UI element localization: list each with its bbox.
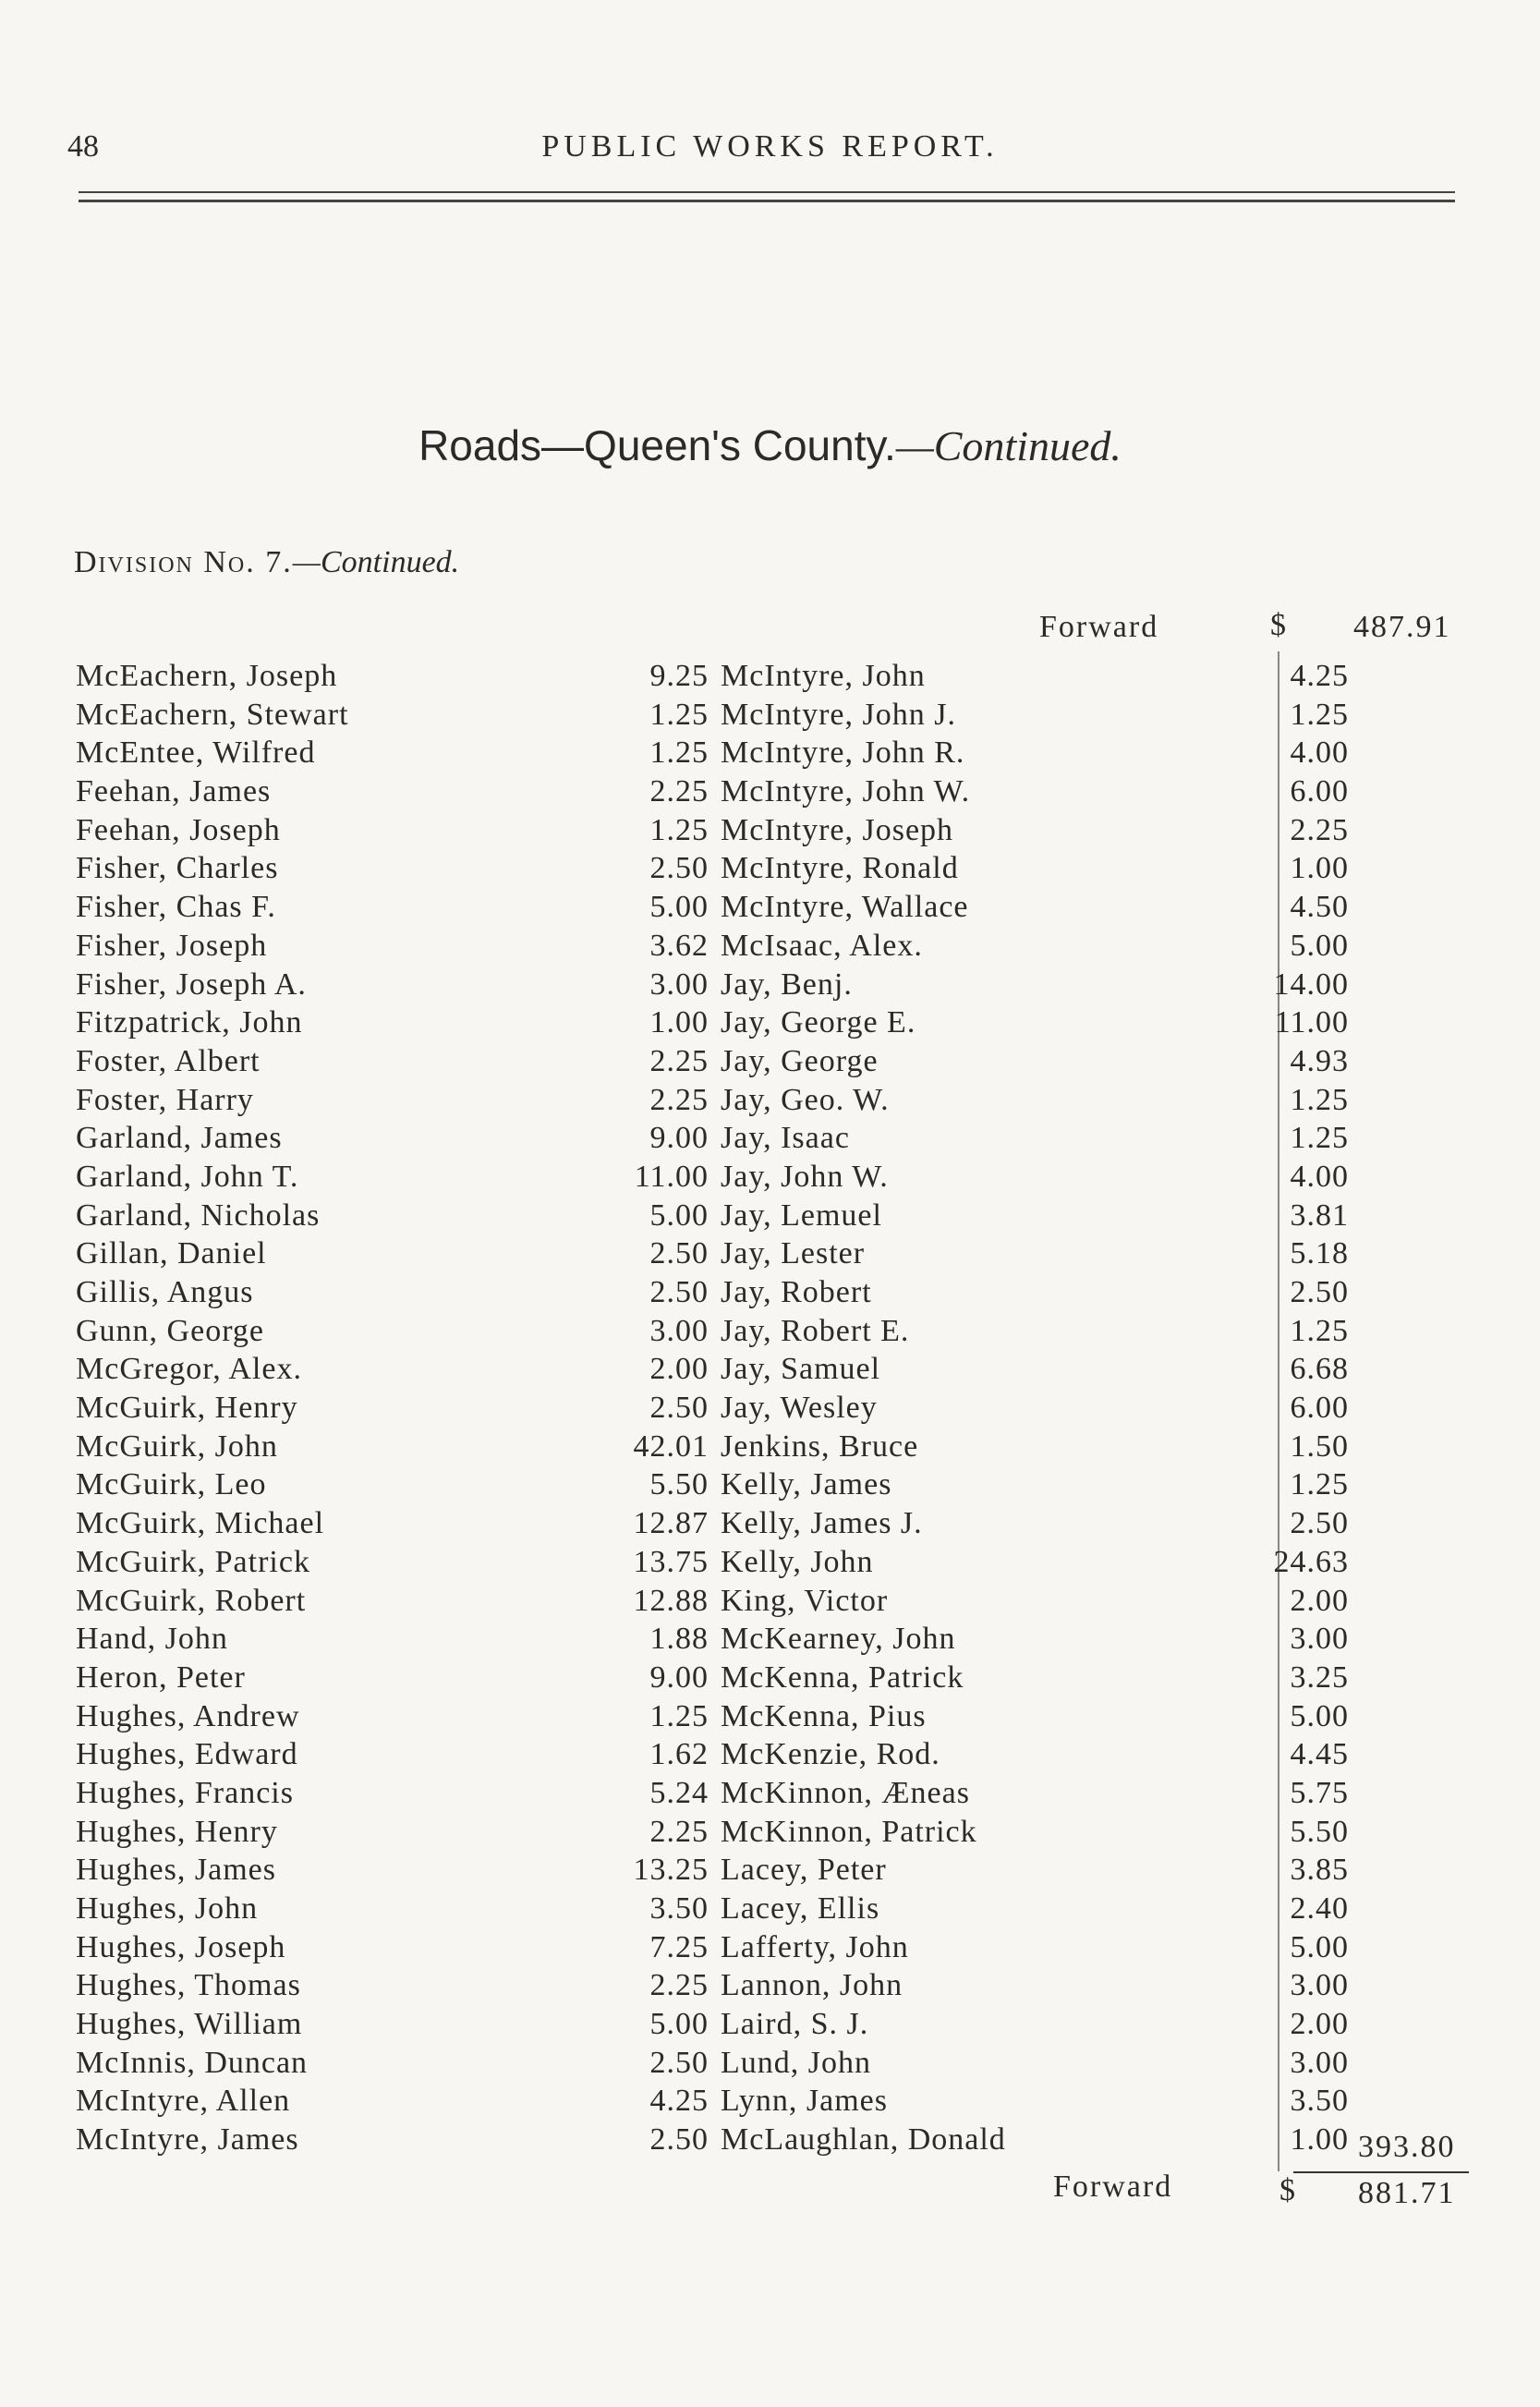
entry-name: McIntyre, John W. xyxy=(721,774,971,809)
entry-amount: 3.85 xyxy=(1290,1853,1349,1888)
list-item xyxy=(76,1775,709,1815)
entry-name: King, Victor xyxy=(721,1583,889,1618)
list-item xyxy=(76,1043,709,1083)
entry-amount: 2.50 xyxy=(649,1391,709,1426)
entry-name: Jay, Isaac xyxy=(721,1121,850,1156)
list-item xyxy=(721,1428,1349,1468)
entry-amount: 9.25 xyxy=(649,659,709,693)
entry-name: Hughes, Francis xyxy=(76,1775,294,1810)
forward-top-dollar: $ xyxy=(1270,608,1286,642)
entry-amount: 2.25 xyxy=(649,774,709,809)
entry-amount: 2.50 xyxy=(649,1275,709,1309)
entry-amount: 1.25 xyxy=(649,735,709,771)
list-item xyxy=(721,735,1349,774)
entry-name: Jenkins, Bruce xyxy=(721,1428,919,1464)
entry-name: McGregor, Alex. xyxy=(76,1352,302,1387)
list-item xyxy=(721,1121,1349,1160)
list-item xyxy=(76,1622,709,1660)
list-item xyxy=(76,1313,709,1353)
entry-amount: 2.50 xyxy=(649,1236,709,1271)
entry-amount: 3.81 xyxy=(1290,1197,1349,1233)
entry-amount: 3.50 xyxy=(649,1891,709,1926)
entry-amount: 1.25 xyxy=(1290,1082,1349,1117)
entry-amount: 4.93 xyxy=(1290,1043,1349,1078)
list-item xyxy=(76,735,709,774)
running-title: PUBLIC WORKS REPORT. xyxy=(541,129,999,164)
list-item xyxy=(721,697,1349,736)
entry-amount: 1.25 xyxy=(649,812,709,847)
list-item xyxy=(76,966,709,1006)
entry-name: McKenna, Patrick xyxy=(721,1659,964,1695)
entry-amount: 1.00 xyxy=(649,1005,709,1040)
entry-amount: 5.50 xyxy=(1290,1814,1349,1849)
entry-amount: 13.25 xyxy=(633,1853,709,1888)
entry-amount: 2.25 xyxy=(649,1082,709,1117)
forward-bottom-amount: 881.71 xyxy=(1358,2176,1456,2210)
entry-amount: 2.25 xyxy=(649,1968,709,2003)
entry-amount: 7.25 xyxy=(649,1929,709,1964)
entry-name: Gunn, George xyxy=(76,1313,264,1348)
entry-amount: 3.00 xyxy=(1290,1968,1349,2003)
entry-amount: 11.00 xyxy=(634,1159,709,1194)
list-item xyxy=(76,1391,709,1429)
entry-name: Fisher, Chas F. xyxy=(76,890,276,925)
section-title-main: Roads—Queen's County. xyxy=(418,421,896,469)
entry-name: Jay, John W. xyxy=(721,1159,889,1194)
header-rule-thin xyxy=(79,191,1455,193)
list-item xyxy=(76,2122,709,2161)
entry-amount: 1.00 xyxy=(1290,2122,1349,2158)
entry-name: Hand, John xyxy=(76,1622,228,1657)
entry-amount: 6.00 xyxy=(1290,774,1349,809)
entry-name: Jay, Samuel xyxy=(721,1352,881,1387)
entry-amount: 1.00 xyxy=(1290,851,1349,886)
list-item xyxy=(721,1814,1349,1854)
list-item xyxy=(76,1814,709,1854)
entry-amount: 2.40 xyxy=(1290,1891,1349,1926)
entry-name: Hughes, Thomas xyxy=(76,1968,301,2003)
list-item xyxy=(76,1082,709,1122)
entry-amount: 2.25 xyxy=(649,1814,709,1849)
entry-amount: 14.00 xyxy=(1273,966,1349,1002)
total-rule xyxy=(1293,2171,1469,2173)
entry-name: Hughes, William xyxy=(76,2007,303,2042)
entry-name: Gillan, Daniel xyxy=(76,1236,267,1271)
entry-amount: 1.25 xyxy=(649,1698,709,1733)
entry-amount: 2.50 xyxy=(649,2122,709,2158)
entry-name: Jay, Robert xyxy=(721,1275,872,1309)
entry-amount: 5.00 xyxy=(649,890,709,925)
entry-name: Hughes, Edward xyxy=(76,1737,298,1772)
entry-name: Kelly, James J. xyxy=(721,1506,923,1541)
list-item xyxy=(76,1275,709,1314)
list-item xyxy=(76,1737,709,1776)
entry-name: Garland, James xyxy=(76,1121,283,1156)
entry-name: Jay, Robert E. xyxy=(721,1313,910,1348)
entry-name: McGuirk, Robert xyxy=(76,1583,307,1618)
entry-amount: 12.88 xyxy=(633,1583,709,1618)
entry-name: McIsaac, Alex. xyxy=(721,928,923,963)
list-item xyxy=(76,2045,709,2085)
entry-name: Hughes, Andrew xyxy=(76,1698,300,1733)
list-item xyxy=(721,2007,1349,2046)
entry-name: McKenzie, Rod. xyxy=(721,1737,940,1772)
list-item xyxy=(721,659,1349,698)
entry-name: McEachern, Joseph xyxy=(76,659,338,693)
list-item xyxy=(76,1121,709,1160)
entry-name: Lafferty, John xyxy=(721,1929,909,1964)
forward-bottom-dollar: $ xyxy=(1279,2173,1295,2207)
entry-amount: 5.18 xyxy=(1290,1236,1349,1271)
list-item xyxy=(76,1005,709,1044)
entry-name: Lannon, John xyxy=(721,1968,903,2003)
list-item xyxy=(721,1698,1349,1738)
list-item xyxy=(76,1352,709,1391)
entry-amount: 4.25 xyxy=(649,2084,709,2119)
list-item xyxy=(76,1506,709,1545)
entry-amount: 3.00 xyxy=(649,966,709,1002)
entry-amount: 2.50 xyxy=(1290,1506,1349,1541)
entry-amount: 6.00 xyxy=(1290,1391,1349,1426)
entry-name: Gillis, Angus xyxy=(76,1275,254,1309)
entry-amount: 2.50 xyxy=(649,851,709,886)
entry-name: Foster, Harry xyxy=(76,1082,254,1117)
entry-amount: 9.00 xyxy=(649,1659,709,1695)
list-item xyxy=(76,1428,709,1468)
division-label: Division No. 7. xyxy=(74,545,293,579)
entry-name: McInnis, Duncan xyxy=(76,2045,309,2080)
entry-amount: 1.25 xyxy=(1290,1313,1349,1348)
entry-name: Lacey, Peter xyxy=(721,1853,887,1888)
entry-amount: 1.62 xyxy=(649,1737,709,1772)
entry-name: McEachern, Stewart xyxy=(76,697,349,732)
list-item xyxy=(76,1197,709,1237)
page-subtotal: 393.80 xyxy=(1358,2130,1456,2164)
entry-amount: 4.50 xyxy=(1290,890,1349,925)
list-item xyxy=(76,890,709,929)
entry-amount: 1.25 xyxy=(1290,1467,1349,1502)
entry-name: Lund, John xyxy=(721,2045,871,2080)
entry-name: McLaughlan, Donald xyxy=(721,2122,1006,2158)
list-item xyxy=(721,1506,1349,1545)
entry-name: McKinnon, Æneas xyxy=(721,1775,970,1810)
list-item xyxy=(76,928,709,967)
list-item xyxy=(721,1622,1349,1660)
entry-name: Heron, Peter xyxy=(76,1659,246,1695)
list-item xyxy=(76,697,709,736)
entry-amount: 6.68 xyxy=(1290,1352,1349,1387)
entry-amount: 5.00 xyxy=(649,1197,709,1233)
forward-top-label: Forward xyxy=(1039,610,1159,644)
entry-amount: 1.25 xyxy=(1290,697,1349,732)
entry-name: Foster, Albert xyxy=(76,1043,261,1078)
entry-amount: 5.24 xyxy=(649,1775,709,1810)
entry-name: McIntyre, Allen xyxy=(76,2084,291,2119)
list-item xyxy=(76,659,709,698)
left-name-list xyxy=(76,659,709,2161)
list-item xyxy=(721,1775,1349,1815)
entry-amount: 3.00 xyxy=(1290,2045,1349,2080)
entry-amount: 24.63 xyxy=(1273,1544,1349,1579)
entry-amount: 2.25 xyxy=(1290,812,1349,847)
list-item xyxy=(721,1275,1349,1314)
list-item xyxy=(721,966,1349,1006)
list-item xyxy=(721,890,1349,929)
list-item xyxy=(76,1544,709,1584)
entry-name: Kelly, John xyxy=(721,1544,874,1579)
entry-amount: 4.00 xyxy=(1290,735,1349,771)
list-item xyxy=(721,1583,1349,1623)
header-rule-thick xyxy=(79,200,1455,202)
entry-name: McKearney, John xyxy=(721,1622,956,1657)
entry-amount: 5.50 xyxy=(649,1467,709,1502)
list-item xyxy=(721,774,1349,813)
entry-name: Jay, Benj. xyxy=(721,966,853,1002)
entry-name: McIntyre, Ronald xyxy=(721,851,959,886)
list-item xyxy=(721,851,1349,890)
entry-amount: 1.88 xyxy=(649,1622,709,1657)
entry-amount: 5.00 xyxy=(649,2007,709,2042)
entry-name: Jay, Geo. W. xyxy=(721,1082,890,1117)
entry-amount: 3.00 xyxy=(1290,1622,1349,1657)
entry-amount: 42.01 xyxy=(633,1428,709,1464)
entry-name: Fisher, Joseph A. xyxy=(76,966,307,1002)
list-item xyxy=(721,2045,1349,2085)
list-item xyxy=(76,1698,709,1738)
entry-name: Hughes, Joseph xyxy=(76,1929,286,1964)
list-item xyxy=(721,1352,1349,1391)
entry-name: Fisher, Charles xyxy=(76,851,279,886)
division-heading xyxy=(74,545,459,580)
entry-name: McKenna, Pius xyxy=(721,1698,927,1733)
entry-amount: 2.25 xyxy=(649,1043,709,1078)
list-item xyxy=(76,1159,709,1198)
list-item xyxy=(721,1853,1349,1891)
entry-name: Kelly, James xyxy=(721,1467,892,1502)
list-item xyxy=(721,2122,1349,2161)
entry-name: Hughes, John xyxy=(76,1891,259,1926)
entry-name: Hughes, Henry xyxy=(76,1814,278,1849)
list-item xyxy=(721,1891,1349,1930)
entry-amount: 3.25 xyxy=(1290,1659,1349,1695)
entry-name: McGuirk, John xyxy=(76,1428,278,1464)
entry-amount: 5.75 xyxy=(1290,1775,1349,1810)
entry-amount: 4.00 xyxy=(1290,1159,1349,1194)
entry-name: McGuirk, Michael xyxy=(76,1506,325,1541)
entry-name: Garland, Nicholas xyxy=(76,1197,321,1233)
entry-name: McGuirk, Patrick xyxy=(76,1544,310,1579)
entry-amount: 2.50 xyxy=(649,2045,709,2080)
entry-amount: 5.00 xyxy=(1290,1698,1349,1733)
entry-name: McIntyre, John J. xyxy=(721,697,956,732)
list-item xyxy=(76,2007,709,2046)
entry-amount: 5.00 xyxy=(1290,928,1349,963)
list-item xyxy=(721,928,1349,967)
entry-name: Feehan, Joseph xyxy=(76,812,281,847)
entry-amount: 2.00 xyxy=(1290,1583,1349,1618)
list-item xyxy=(721,1197,1349,1237)
list-item xyxy=(721,1968,1349,2007)
list-item xyxy=(76,812,709,852)
entry-amount: 1.25 xyxy=(649,697,709,732)
list-item xyxy=(721,1159,1349,1198)
entry-amount: 4.25 xyxy=(1290,659,1349,693)
entry-name: Jay, Wesley xyxy=(721,1391,878,1426)
list-item xyxy=(721,2084,1349,2122)
entry-name: Hughes, James xyxy=(76,1853,276,1888)
list-item xyxy=(721,1467,1349,1506)
entry-name: Jay, Lemuel xyxy=(721,1197,882,1233)
entry-amount: 11.00 xyxy=(1274,1005,1349,1040)
list-item xyxy=(721,1391,1349,1429)
forward-top-amount: 487.91 xyxy=(1353,610,1451,644)
list-item xyxy=(76,1583,709,1623)
entry-name: McEntee, Wilfred xyxy=(76,735,316,771)
entry-amount: 2.50 xyxy=(1290,1275,1349,1309)
section-title-continued: —Continued. xyxy=(895,422,1122,469)
entry-amount: 3.62 xyxy=(649,928,709,963)
list-item xyxy=(721,1005,1349,1044)
entry-amount: 5.00 xyxy=(1290,1929,1349,1964)
list-item xyxy=(76,2084,709,2122)
entry-amount: 1.25 xyxy=(1290,1121,1349,1156)
list-item xyxy=(721,1236,1349,1275)
list-item xyxy=(76,1891,709,1930)
list-item xyxy=(721,1313,1349,1353)
entry-name: Jay, Lester xyxy=(721,1236,866,1271)
list-item xyxy=(76,1929,709,1969)
entry-name: Lacey, Ellis xyxy=(721,1891,880,1926)
list-item xyxy=(76,851,709,890)
entry-amount: 3.50 xyxy=(1290,2084,1349,2119)
right-name-list xyxy=(721,659,1349,2161)
entry-amount: 13.75 xyxy=(633,1544,709,1579)
list-item xyxy=(76,1236,709,1275)
entry-amount: 1.50 xyxy=(1290,1428,1349,1464)
page-number: 48 xyxy=(67,129,99,164)
entry-name: Feehan, James xyxy=(76,774,272,809)
entry-name: Laird, S. J. xyxy=(721,2007,869,2042)
entry-name: Fitzpatrick, John xyxy=(76,1005,303,1040)
list-item xyxy=(721,1043,1349,1083)
section-title xyxy=(0,420,1540,470)
entry-name: McGuirk, Henry xyxy=(76,1391,298,1426)
entry-name: Garland, John T. xyxy=(76,1159,299,1194)
entry-name: McKinnon, Patrick xyxy=(721,1814,977,1849)
list-item xyxy=(721,1737,1349,1776)
list-item xyxy=(76,1659,709,1699)
list-item xyxy=(76,1968,709,2007)
list-item xyxy=(721,812,1349,852)
list-item xyxy=(721,1929,1349,1969)
entry-amount: 3.00 xyxy=(649,1313,709,1348)
entry-name: Jay, George xyxy=(721,1043,879,1078)
entry-name: McIntyre, Joseph xyxy=(721,812,954,847)
list-item xyxy=(721,1659,1349,1699)
entry-name: Jay, George E. xyxy=(721,1005,916,1040)
list-item xyxy=(721,1082,1349,1122)
entry-amount: 2.00 xyxy=(1290,2007,1349,2042)
entry-name: McGuirk, Leo xyxy=(76,1467,267,1502)
entry-amount: 2.00 xyxy=(649,1352,709,1387)
entry-amount: 12.87 xyxy=(633,1506,709,1541)
list-item xyxy=(76,1467,709,1506)
entry-name: McIntyre, Wallace xyxy=(721,890,969,925)
entry-name: McIntyre, James xyxy=(76,2122,299,2158)
list-item xyxy=(721,1544,1349,1584)
forward-bottom-label: Forward xyxy=(1053,2170,1173,2204)
entry-name: McIntyre, John xyxy=(721,659,926,693)
entry-name: Fisher, Joseph xyxy=(76,928,268,963)
division-continued: —Continued. xyxy=(292,545,460,579)
entry-amount: 9.00 xyxy=(649,1121,709,1156)
entry-amount: 4.45 xyxy=(1290,1737,1349,1772)
list-item xyxy=(76,1853,709,1891)
entry-name: McIntyre, John R. xyxy=(721,735,965,771)
list-item xyxy=(76,774,709,813)
entry-name: Lynn, James xyxy=(721,2084,888,2119)
